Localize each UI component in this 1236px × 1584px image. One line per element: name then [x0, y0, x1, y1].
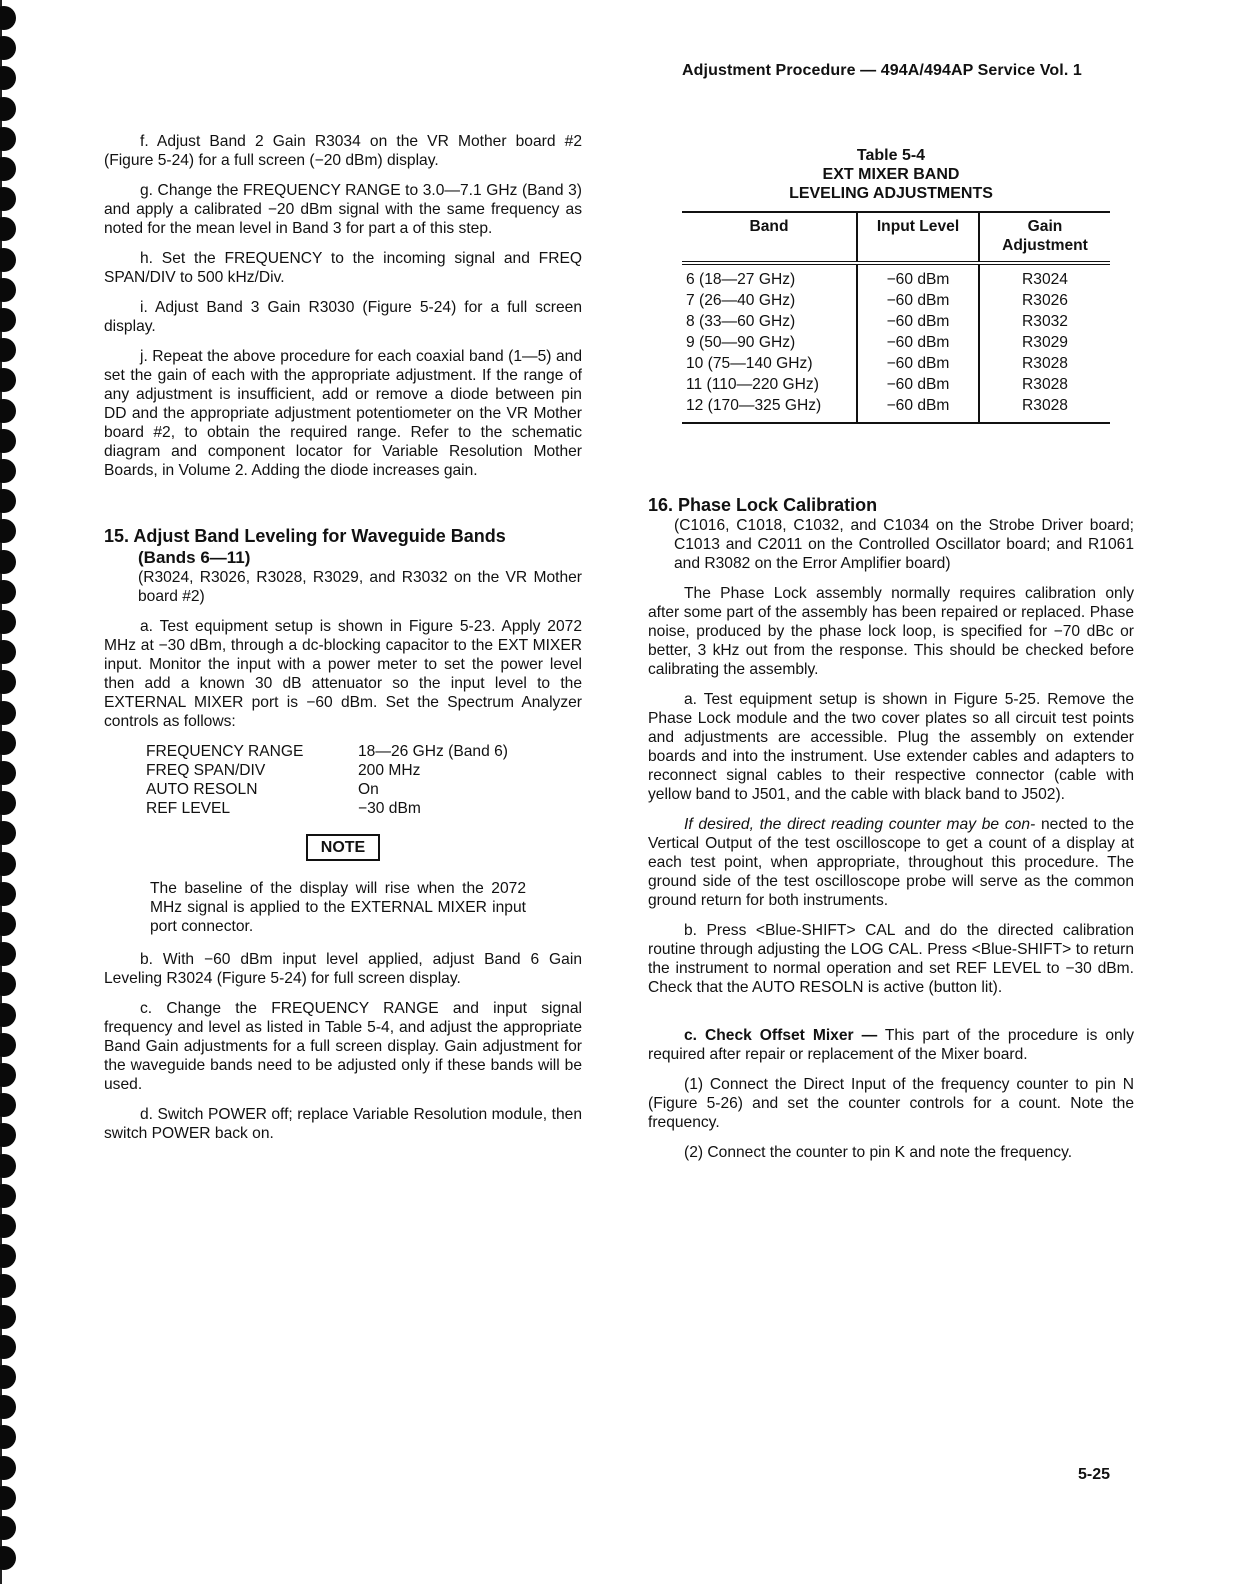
binder-hole [0, 942, 16, 966]
binder-hole [0, 36, 16, 60]
cell-input-level: −60 dBm [857, 395, 979, 423]
cell-input-level: −60 dBm [857, 311, 979, 332]
binder-hole [0, 1456, 16, 1480]
binder-hole [0, 882, 16, 906]
binder-hole [0, 1395, 16, 1419]
cell-gain-adjustment: R3028 [1022, 397, 1068, 414]
table-header-gain: Gain Adjustment [979, 212, 1110, 263]
setting-row [146, 799, 582, 818]
binder-hole [0, 1184, 16, 1208]
cell-gain-adjustment: R3024 [1022, 271, 1068, 288]
binder-hole [0, 580, 16, 604]
setting-value: On [358, 781, 379, 798]
binder-hole [0, 1425, 16, 1449]
binder-hole [0, 852, 16, 876]
table-row [682, 374, 1110, 395]
section-16-title: 16. Phase Lock Calibration [648, 495, 878, 515]
binder-hole [0, 519, 16, 543]
step-16c-1-lead: (1) Connect the Direct Input of the frequency [684, 1076, 1010, 1093]
counter-lead: If desired, the direct reading counter may be con- [684, 816, 1036, 833]
cell-gain-adjustment: R3032 [1022, 313, 1068, 330]
binder-hole [0, 399, 16, 423]
step-16b: b. Press <Blue-SHIFT> CAL and do the directed calibration routine through adjusting the LOG CAL. Press <Blue-SHIFT> to return the instrument to normal operation and set REF LEVEL to −30 dBm. Check that the AUTO RESOLN is active (button lit). [648, 922, 1134, 996]
right-column [648, 130, 1134, 1173]
table-row [682, 311, 1110, 332]
note-text: The baseline of the display will rise when the 2072 MHz signal is applied to the EXTERNAL MIXER input port connector. [150, 880, 526, 935]
binder-hole [0, 6, 16, 30]
binder-hole [0, 66, 16, 90]
setting-value: 18—26 GHz (Band 6) [358, 743, 508, 760]
cell-band: 9 (50—90 GHz) [682, 332, 857, 353]
binder-hole [0, 1123, 16, 1147]
leveling-table [682, 211, 1110, 424]
step-g: g. Change the FREQUENCY RANGE to 3.0—7.1 GHz (Band 3) and apply a calibrated −20 dBm signal with the same frequency as noted for the mean level in Band 3 for part a of this step. [104, 182, 582, 237]
phase-lock-intro: The Phase Lock assembly normally requires calibration only after some part of the assembly has been repaired or replaced. Phase noise, produced by the phase lock loop, is specified for −70 dBc or better, 3 kHz out from the response. This should be checked before calibrating the assembly. [648, 585, 1134, 678]
left-column [104, 132, 582, 1154]
binder-hole [0, 912, 16, 936]
counter-rest: nected to the Vertical Output of the test oscilloscope to get a count of a display at each test point, when appropriate, throughout this procedure. The ground side of the test oscilloscope probe will serve as the common ground return for both instruments. [648, 816, 1134, 909]
setting-key: FREQUENCY RANGE [146, 743, 304, 760]
binder-hole [0, 1154, 16, 1178]
cell-band: 11 (110—220 GHz) [682, 374, 857, 395]
binder-hole [0, 761, 16, 785]
binder-hole [0, 701, 16, 725]
binder-hole [0, 640, 16, 664]
binder-hole [0, 127, 16, 151]
setting-key: AUTO RESOLN [146, 781, 258, 798]
cell-band: 6 (18—27 GHz) [682, 263, 857, 290]
binder-hole [0, 1365, 16, 1389]
running-head: Adjustment Procedure — 494A/494AP Service Vol. 1 [682, 62, 1082, 79]
binder-hole [0, 489, 16, 513]
binder-hole [0, 429, 16, 453]
step-16c-1-rest: counter to pin N (Figure 5-26) and set the counter controls for a count. Note the frequency. [648, 1076, 1134, 1131]
binder-hole [0, 187, 16, 211]
binder-hole [0, 791, 16, 815]
table-header-input-level: Input Level [857, 212, 979, 263]
cell-gain-adjustment: R3029 [1022, 334, 1068, 351]
binder-hole [0, 368, 16, 392]
table-row [682, 353, 1110, 374]
setting-key: REF LEVEL [146, 800, 231, 817]
binder-hole [0, 308, 16, 332]
binder-hole [0, 217, 16, 241]
cell-input-level: −60 dBm [857, 263, 979, 290]
setting-row [146, 742, 582, 761]
binder-hole [0, 1214, 16, 1238]
section-15-subtitle: (R3024, R3026, R3028, R3029, and R3032 on the VR Mother board #2) [138, 569, 582, 605]
binder-hole [0, 1516, 16, 1540]
binder-hole [0, 550, 16, 574]
section-16-subtitle: (C1016, C1018, C1032, and C1034 on the Strobe Driver board; C1013 and C2011 on the Controlled Oscillator board; and R1061 and R3082 on the Error Amplifier board) [674, 517, 1134, 572]
cell-band: 7 (26—40 GHz) [682, 290, 857, 311]
step-f: f. Adjust Band 2 Gain R3034 on the VR Mother board #2 (Figure 5-24) for a full screen (−20 dBm) display. [104, 133, 582, 169]
step-16c-text: This part of the procedure is only required after repair or replacement of the Mixer board. [648, 1027, 1134, 1063]
section-15-title-bands: (Bands 6—11) [138, 548, 251, 567]
binder-hole [0, 1486, 16, 1510]
step-15a: a. Test equipment setup is shown in Figure 5-23. Apply 2072 MHz at −30 dBm, through a dc-blocking capacitor to the EXT MIXER input. Monitor the input with a power meter to set the power level then add a known 30 dB attenuator so the input level to the EXTERNAL MIXER port is −60 dBm. Set the Spectrum Analyzer controls as follows: [104, 618, 582, 730]
binder-hole [0, 97, 16, 121]
table-row [682, 290, 1110, 311]
binder-hole [0, 1093, 16, 1117]
binder-hole [0, 1274, 16, 1298]
step-16c [648, 1026, 1134, 1064]
step-i: i. Adjust Band 3 Gain R3030 (Figure 5-24) for a full screen display. [104, 299, 582, 335]
binder-hole [0, 1244, 16, 1268]
cell-band: 10 (75—140 GHz) [682, 353, 857, 374]
table-row [682, 263, 1110, 290]
step-h: h. Set the FREQUENCY to the incoming signal and FREQ SPAN/DIV to 500 kHz/Div. [104, 250, 582, 286]
table-caption-number: Table 5-4 [856, 147, 926, 164]
page-number: 5-25 [1078, 1466, 1111, 1483]
cell-gain-adjustment: R3028 [1022, 376, 1068, 393]
cell-band: 8 (33—60 GHz) [682, 311, 857, 332]
setting-value: −30 dBm [358, 800, 421, 817]
binder-hole [0, 1335, 16, 1359]
setting-row [146, 780, 582, 799]
cell-input-level: −60 dBm [857, 374, 979, 395]
binder-hole [0, 821, 16, 845]
binder-hole [0, 1063, 16, 1087]
setting-row [146, 761, 582, 780]
section-15-title: 15. Adjust Band Leveling for Waveguide Bands [104, 526, 506, 546]
binder-hole [0, 1033, 16, 1057]
binder-hole [0, 972, 16, 996]
step-15c: c. Change the FREQUENCY RANGE and input signal frequency and level as listed in Table 5-4, and adjust the appropriate Band Gain adjustments for a full screen display. Gain adjustment for the waveguide bands need to be adjusted only if these bands will be used. [104, 1000, 582, 1093]
note-label: NOTE [306, 834, 380, 861]
cell-input-level: −60 dBm [857, 290, 979, 311]
binder-hole [0, 338, 16, 362]
binder-hole [0, 610, 16, 634]
step-j: j. Repeat the above procedure for each coaxial band (1—5) and set the gain of each with the appropriate adjustment. If the range of any adjustment is insufficient, add or remove a diode between pin DD and the appropriate adjustment potentiometer on the VR Mother board #2, to obtain the required range. Refer to the schematic diagram and component locator for Variable Resolution Mother Boards, in Volume 2. Adding the diode increases gain. [104, 348, 582, 479]
binder-hole [0, 1003, 16, 1027]
cell-input-level: −60 dBm [857, 353, 979, 374]
cell-gain-adjustment: R3026 [1022, 292, 1068, 309]
counter-paragraph [648, 815, 1134, 910]
step-15d: d. Switch POWER off; replace Variable Resolution module, then switch POWER back on. [104, 1106, 582, 1142]
cell-input-level: −60 dBm [857, 332, 979, 353]
control-settings [146, 742, 582, 818]
step-16c-1 [648, 1075, 1134, 1132]
binder-hole [0, 248, 16, 272]
cell-gain-adjustment: R3028 [1022, 355, 1068, 372]
step-15b: b. With −60 dBm input level applied, adjust Band 6 Gain Leveling R3024 (Figure 5-24) for full screen display. [104, 951, 582, 987]
table-header-band: Band [682, 212, 857, 263]
binder-hole [0, 1546, 16, 1570]
step-16c-2: (2) Connect the counter to pin K and note the frequency. [684, 1144, 1073, 1161]
table-caption-subtitle: LEVELING ADJUSTMENTS [789, 185, 993, 202]
binder-hole [0, 731, 16, 755]
table-row [682, 395, 1110, 423]
setting-key: FREQ SPAN/DIV [146, 762, 266, 779]
cell-band: 12 (170—325 GHz) [682, 395, 857, 423]
setting-value: 200 MHz [358, 762, 421, 779]
binder-holes [0, 0, 22, 1584]
step-16a: a. Test equipment setup is shown in Figure 5-25. Remove the Phase Lock module and the two cover plates so all circuit test points and adjustments are accessible. Plug the assembly on extender boards and into the instrument. Use extender cables and adapters to reconnect signal cables to their respective connector (cable with yellow band to J501, and the cable with black band to J502). [648, 691, 1134, 803]
binder-hole [0, 670, 16, 694]
table-caption-title: EXT MIXER BAND [822, 166, 960, 183]
binder-hole [0, 1305, 16, 1329]
binder-hole [0, 278, 16, 302]
step-16c-heading: c. Check Offset Mixer — [684, 1027, 878, 1044]
table-row [682, 332, 1110, 353]
binder-hole [0, 157, 16, 181]
binder-hole [0, 459, 16, 483]
